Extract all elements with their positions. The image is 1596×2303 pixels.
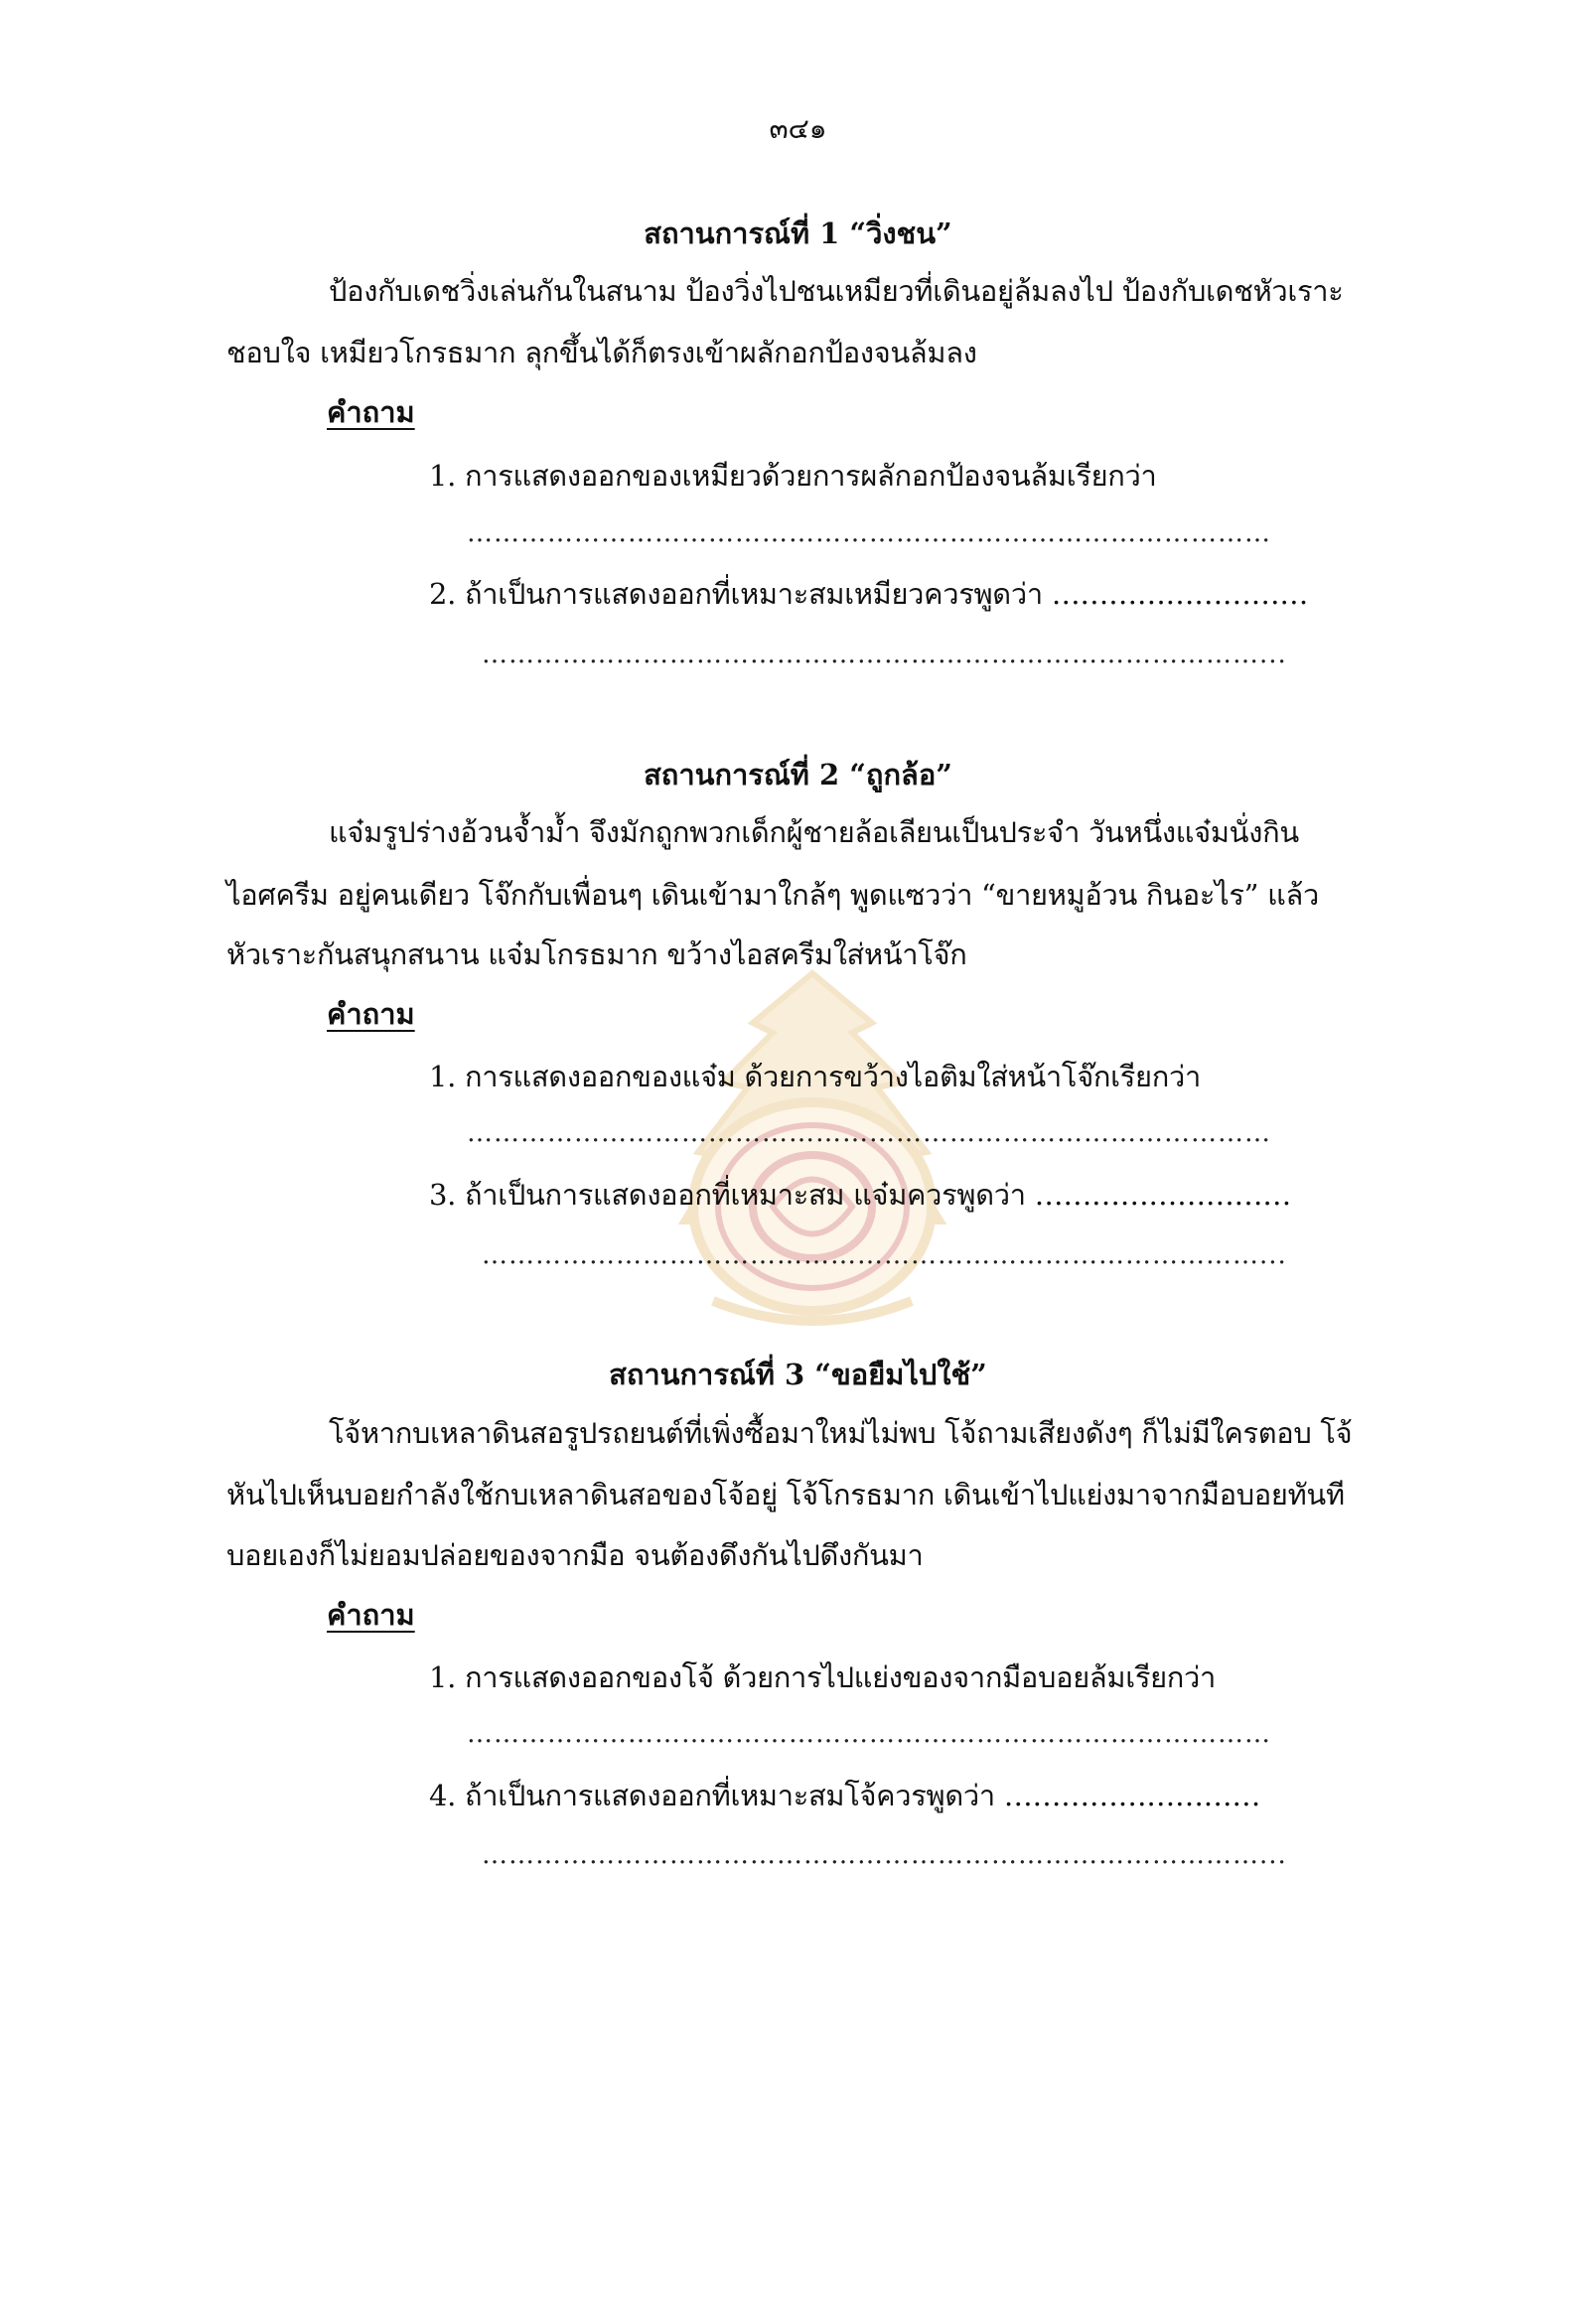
scenario-2-question-2: 3. ถ้าเป็นการแสดงออกที่เหมาะสม แจ๋มควรพูดว่า ……………………… [429, 1178, 1291, 1212]
scenario-2-answer-line-2: ……………………………………………………………………………... [482, 1240, 1287, 1270]
scenario-3-line-1: โจ้หากบเหลาดินสอรูปรถยนต์ที่เพิ่งซื้อมาใหม่ไม่พบ โจ้ถามเสียงดังๆ ก็ไม่มีใครตอบ โจ้ [329, 1416, 1353, 1450]
scenario-3-question-label: คำถาม [327, 1598, 415, 1632]
scenario-1-title: สถานการณ์ที่ 1 “วิ่งชน” [644, 216, 952, 250]
scenario-2-line-2: ไอศครีม อยู่คนเดียว โจ๊กกับเพื่อนๆ เดินเข้ามาใกล้ๆ พูดแซวว่า “ขายหมูอ้วน กินอะไร” แล้ว [226, 878, 1319, 912]
scenario-1-line-2: ชอบใจ เหมียวโกรธมาก ลุกขึ้นได้ก็ตรงเข้าผลักอกป้องจนล้มลง [226, 336, 977, 369]
scenario-2-line-3: หัวเราะกันสนุกสนาน แจ๋มโกรธมาก ขว้างไอสครีมใส่หน้าโจ๊ก [226, 937, 967, 971]
scenario-3-question-2: 4. ถ้าเป็นการแสดงออกที่เหมาะสมโจ้ควรพูดว่า ……………………… [429, 1779, 1261, 1812]
scenario-1-question-2: 2. ถ้าเป็นการแสดงออกที่เหมาะสมเหมียวควรพูดว่า ……………………… [429, 577, 1309, 611]
scenario-2-line-1: แจ๋มรูปร่างอ้วนจ้ำม้ำ จึงมักถูกพวกเด็กผู้ชายล้อเลียนเป็นประจำ วันหนึ่งแจ๋มนั่งกิน [329, 815, 1299, 849]
scenario-1-answer-line-1: ……………………………………………………………………………… [467, 518, 1271, 548]
scenario-3-title: สถานการณ์ที่ 3 “ขอยืมไปใช้” [609, 1358, 987, 1391]
scenario-2-question-label: คำถาม [327, 997, 415, 1031]
scenario-3-answer-line-1: ……………………………………………………………………………… [467, 1719, 1271, 1749]
scenario-2-title: สถานการณ์ที่ 2 “ถูกล้อ” [644, 758, 952, 792]
scenario-2-question-1: 1. การแสดงออกของแจ๋ม ด้วยการขว้างไอติมใส่หน้าโจ๊กเรียกว่า [429, 1060, 1201, 1093]
scenario-1-question-label: คำถาม [327, 395, 415, 429]
page-number: ๓๔๑ [769, 112, 827, 145]
scenario-3-question-1: 1. การแสดงออกของโจ้ ด้วยการไปแย่งของจากมือบอยล้มเรียกว่า [429, 1660, 1217, 1694]
scenario-1-answer-line-2: ……………………………………………………………………………... [482, 640, 1287, 669]
scenario-1-line-1: ป้องกับเดชวิ่งเล่นกันในสนาม ป้องวิ่งไปชนเหมียวที่เดินอยู่ล้มลงไป ป้องกับเดชหัวเราะ [329, 274, 1344, 308]
scenario-3-answer-line-2: ……………………………………………………………………………... [482, 1840, 1287, 1870]
scenario-2-answer-line-1: ……………………………………………………………………………… [467, 1118, 1271, 1148]
scenario-3-line-2: หันไปเห็นบอยกำลังใช้กบเหลาดินสอของโจ้อยู่ โจ้โกรธมาก เดินเข้าไปแย่งมาจากมือบอยทันที [226, 1478, 1345, 1511]
seal-emblem-icon [653, 963, 971, 1341]
scenario-1-question-1: 1. การแสดงออกของเหมียวด้วยการผลักอกป้องจนล้มเรียกว่า [429, 459, 1157, 493]
scenario-3-line-3: บอยเองก็ไม่ยอมปล่อยของจากมือ จนต้องดึงกันไปดึงกันมา [226, 1538, 924, 1572]
